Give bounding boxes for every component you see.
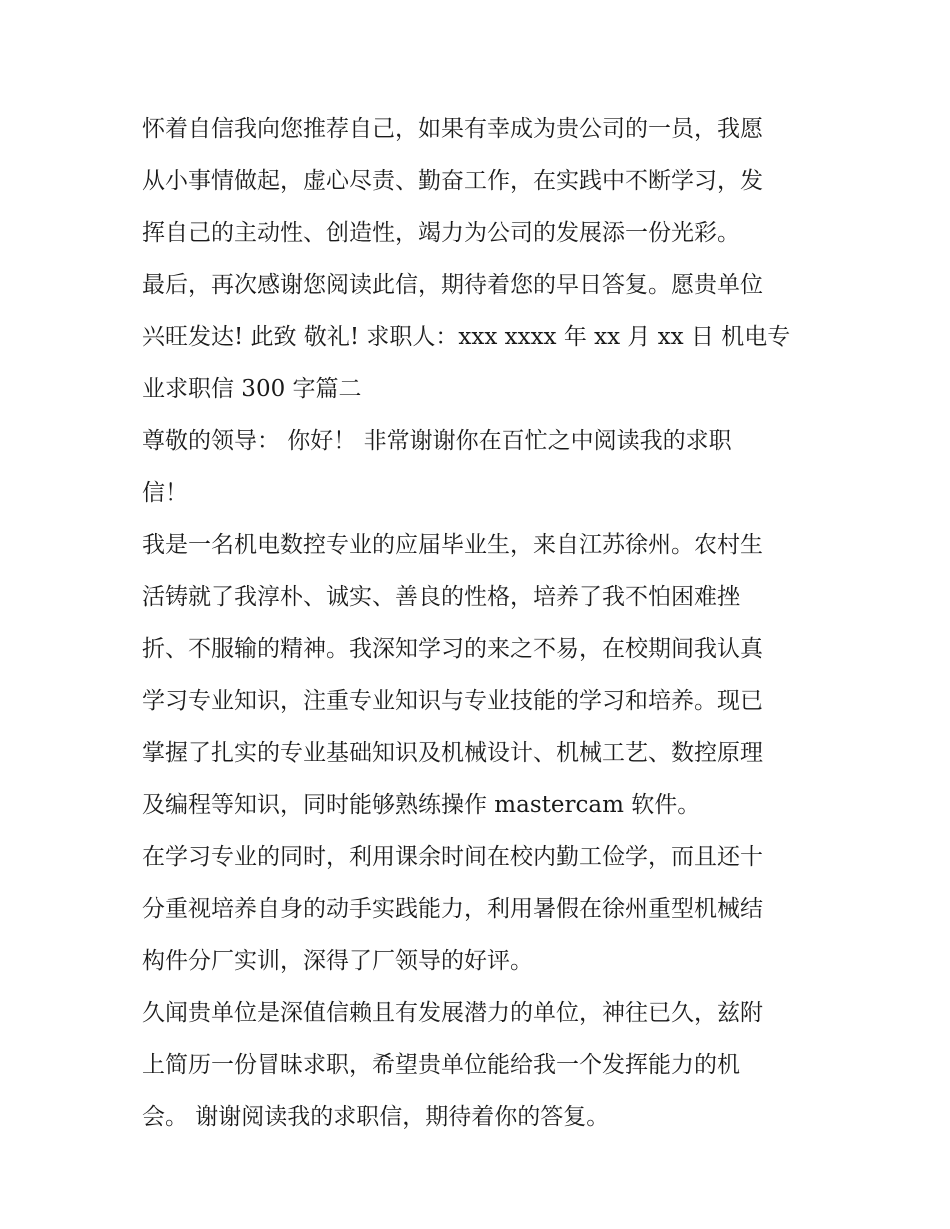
text-line: 在学习专业的同时，利用课余时间在校内勤工俭学，而且还十 <box>142 844 763 870</box>
text-line: 兴旺发达! 此致 敬礼! 求职人：xxx xxxx 年 xx 月 xx 日 机电专 <box>142 324 791 350</box>
text-line: 分重视培养自身的动手实践能力，利用暑假在徐州重型机械结 <box>142 896 763 922</box>
text-line: 会。 谢谢阅读我的求职信，期待着你的答复。 <box>142 1104 610 1130</box>
text-line: 上简历一份冒昧求职，希望贵单位能给我一个发挥能力的机 <box>142 1052 740 1078</box>
text-line: 久闻贵单位是深值信赖且有发展潜力的单位，神往已久，兹附 <box>142 1000 763 1026</box>
document-body <box>142 103 822 1143</box>
text-line: 掌握了扎实的专业基础知识及机械设计、机械工艺、数控原理 <box>142 740 763 766</box>
text-line: 怀着自信我向您推荐自己，如果有幸成为贵公司的一员，我愿 <box>142 116 763 142</box>
text-line: 构件分厂实训，深得了厂领导的好评。 <box>142 948 533 974</box>
text-line: 折、不服输的精神。我深知学习的来之不易，在校期间我认真 <box>142 636 763 662</box>
text-line: 业求职信 300 字篇二 <box>142 376 362 402</box>
text-line: 从小事情做起，虚心尽责、勤奋工作，在实践中不断学习，发 <box>142 168 763 194</box>
text-line: 我是一名机电数控专业的应届毕业生，来自江苏徐州。农村生 <box>142 532 763 558</box>
text-line: 活铸就了我淳朴、诚实、善良的性格，培养了我不怕困难挫 <box>142 584 740 610</box>
text-line: 及编程等知识，同时能够熟练操作 mastercam 软件。 <box>142 792 701 818</box>
text-line: 学习专业知识，注重专业知识与专业技能的学习和培养。现已 <box>142 688 763 714</box>
text-line: 信！ <box>142 480 188 506</box>
text-line: 挥自己的主动性、创造性，竭力为公司的发展添一份光彩。 <box>142 220 740 246</box>
text-line: 尊敬的领导： 你好！ 非常谢谢你在百忙之中阅读我的求职 <box>142 428 732 454</box>
text-line: 最后，再次感谢您阅读此信，期待着您的早日答复。愿贵单位 <box>142 272 763 298</box>
